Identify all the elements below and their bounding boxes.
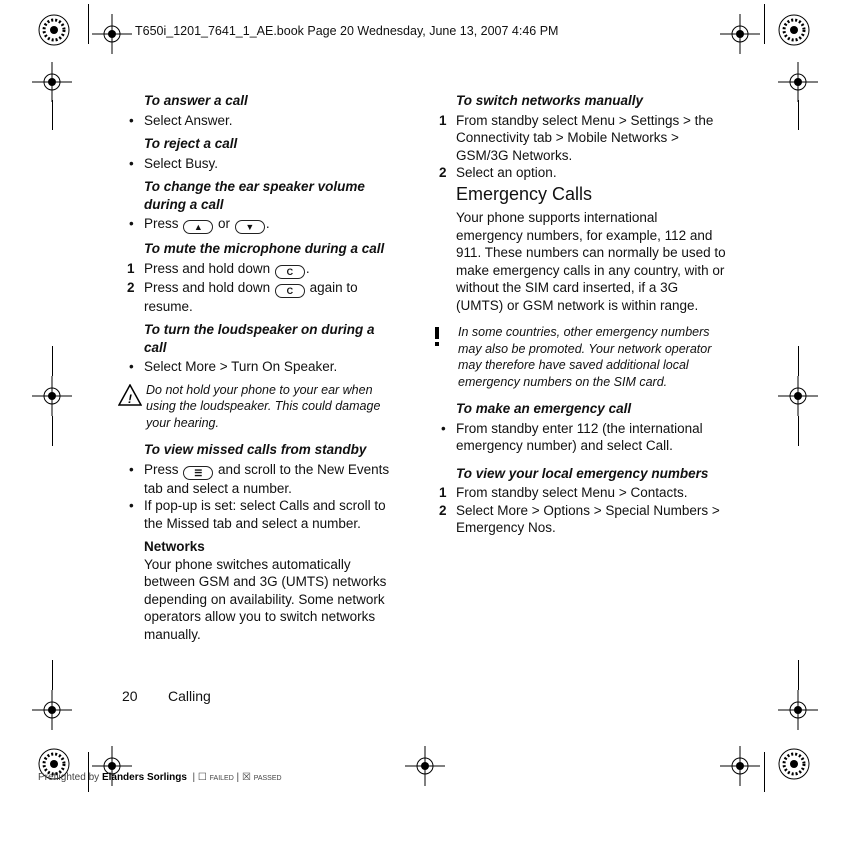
list-item: 1 From standby select Menu > Contacts. bbox=[439, 485, 688, 500]
switch-networks-heading: To switch networks manually bbox=[456, 93, 644, 108]
crop-mark bbox=[798, 100, 799, 130]
loudspeaker-heading: To turn the loudspeaker on during a call bbox=[144, 322, 375, 355]
failed-checkbox-icon: ☐ bbox=[197, 772, 207, 783]
list-item: • Press ☰ and scroll to the New Events tab and select a number. bbox=[129, 461, 390, 496]
volume-up-key-icon: ▲ bbox=[183, 220, 213, 234]
crosshair-mark-icon bbox=[92, 14, 132, 54]
list-item: 2 Press and hold down C again to resume. bbox=[127, 279, 358, 314]
page-number: 20 bbox=[122, 688, 138, 704]
crop-mark bbox=[764, 4, 765, 44]
registration-circle-icon bbox=[36, 12, 72, 48]
crop-mark bbox=[52, 100, 53, 130]
local-emergency-heading: To view your local emergency numbers bbox=[456, 465, 709, 481]
crop-mark bbox=[52, 660, 53, 690]
list-item: 1 Press and hold down C . bbox=[127, 260, 310, 277]
crop-mark bbox=[798, 416, 799, 446]
volume-heading: To change the ear speaker volume during a call bbox=[144, 179, 365, 212]
crop-mark bbox=[52, 416, 53, 446]
registration-circle-icon bbox=[776, 746, 812, 782]
crosshair-mark-icon bbox=[778, 62, 818, 102]
preflight-stamp: Preflighted by Elanders Sorlings | ☐ FAILED | ☒ PASSED bbox=[38, 772, 282, 783]
crosshair-mark-icon bbox=[32, 376, 72, 416]
crosshair-mark-icon bbox=[405, 746, 445, 786]
crosshair-mark-icon bbox=[32, 62, 72, 102]
menu-key-icon: ☰ bbox=[183, 466, 213, 480]
registration-circle-icon bbox=[776, 12, 812, 48]
list-item: • Press ▲ or ▼ . bbox=[129, 216, 270, 232]
missed-calls-heading: To view missed calls from standby bbox=[144, 442, 367, 457]
list-item: 2 Select an option. bbox=[439, 165, 557, 180]
networks-heading: Networks bbox=[144, 539, 205, 554]
crosshair-mark-icon bbox=[778, 690, 818, 730]
list-item: • Select Answer. bbox=[129, 112, 233, 128]
warning-icon bbox=[118, 384, 142, 406]
passed-checkbox-icon: ☒ bbox=[241, 772, 251, 783]
tip-note: In some countries, other emergency numbers may also be promoted. Your network operator may therefore have saved additional local emergency numbers on the SIM card. bbox=[436, 324, 726, 390]
crosshair-mark-icon bbox=[32, 690, 72, 730]
list-item: • From standby enter 112 (the international emergency number) and select Call. bbox=[441, 420, 703, 453]
crop-mark bbox=[798, 346, 799, 376]
list-item: • If pop-up is set: select Calls and scroll to the Missed tab and select a number. bbox=[129, 498, 386, 531]
list-item: 2 Select More > Options > Special Numbers > Emergency Nos. bbox=[439, 502, 720, 535]
svg-text:!: ! bbox=[128, 391, 132, 406]
crosshair-mark-icon bbox=[720, 14, 760, 54]
emergency-calls-title: Emergency Calls bbox=[456, 183, 593, 204]
mute-heading: To mute the microphone during a call bbox=[144, 241, 385, 256]
make-emergency-heading: To make an emergency call bbox=[456, 401, 632, 416]
clear-key-icon: C bbox=[275, 265, 305, 279]
list-item: • Select Busy. bbox=[129, 155, 219, 171]
emergency-text: Your phone supports international emergency numbers, for example, 112 and 911. These numbers can normally be used to make emergency calls in any country, with or without the SIM card inserted, if a 3G (UMTS) or GSM network is within range. bbox=[456, 210, 726, 313]
warning-note: ! Do not hold your phone to your ear when using the loudspeaker. This could damage your hearing. bbox=[124, 382, 399, 432]
crop-mark bbox=[52, 346, 53, 376]
answer-call-heading: To answer a call bbox=[144, 93, 248, 108]
page-header: T650i_1201_7641_1_AE.book Page 20 Wednesday, June 13, 2007 4:46 PM bbox=[135, 24, 559, 38]
crop-mark bbox=[88, 4, 89, 44]
left-column bbox=[124, 92, 399, 643]
crop-mark bbox=[764, 752, 765, 792]
reject-call-heading: To reject a call bbox=[144, 136, 238, 151]
crosshair-mark-icon bbox=[778, 376, 818, 416]
list-item: 1 From standby select Menu > Settings > the Connectivity tab > Mobile Networks > GSM/3G Networks. bbox=[439, 112, 714, 163]
list-item: • Select More > Turn On Speaker. bbox=[129, 359, 338, 374]
crosshair-mark-icon bbox=[720, 746, 760, 786]
volume-down-key-icon: ▼ bbox=[235, 220, 265, 234]
clear-key-icon: C bbox=[275, 284, 305, 298]
printer-brand: Elanders Sorlings bbox=[101, 772, 187, 783]
right-column bbox=[436, 92, 726, 537]
section-label: Calling bbox=[168, 688, 211, 704]
exclamation-icon bbox=[430, 326, 444, 348]
crop-mark bbox=[798, 660, 799, 690]
networks-text: Your phone switches automatically between GSM and 3G (UMTS) networks depending on availability. Some network operators allow you to switch networks manually. bbox=[144, 556, 387, 642]
